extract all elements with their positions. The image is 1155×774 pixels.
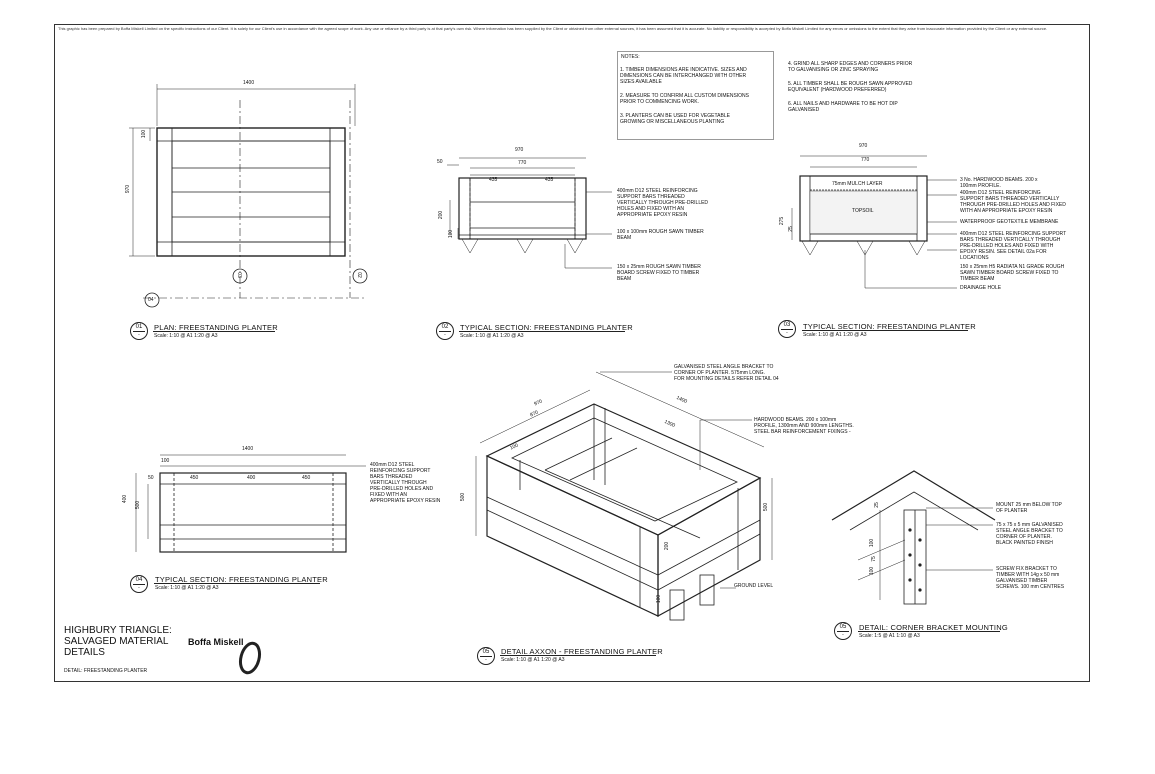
note-item: 1. TIMBER DIMENSIONS ARE INDICATIVE. SIZES AND DIMENSIONS CAN BE INTERCHANGED WITH OTHER SIZES AVAILABLE: [620, 67, 747, 85]
s04-dim-edge: 100: [161, 458, 170, 464]
axon-dim-1300: 1300: [663, 418, 676, 430]
bracket-callout: 75 x 75 x 5 mm GALVANISED STEEL ANGLE BRACKET TO CORNER OF PLANTER. BLACK PAINTED FINISH: [996, 522, 1063, 546]
s03-dim-base: 25: [787, 226, 794, 232]
s04-dim-b: 400: [247, 475, 256, 481]
s02-dim-left: 435: [489, 177, 498, 183]
axon-dim-970: 970: [533, 398, 544, 408]
s02-callout: 400mm D12 STEEL REINFORCING SUPPORT BARS THREADED VERTICALLY THROUGH PRE-DRILLED HOLES AND FIXED WITH AN APPROPRIATE EPOXY RESIN: [617, 188, 709, 218]
s02-dim-inner: 770: [518, 160, 527, 166]
detail-badge: 02 -: [436, 322, 454, 340]
s04-dim-width: 1400: [242, 446, 254, 452]
s03-callout: 150 x 25mm H5 RADIATA N1 GRADE ROUGH SAWN TIMBER BOARD SCREW FIXED TO TIMBER BEAM: [960, 264, 1065, 282]
section-mark-04: 04: [148, 297, 154, 303]
bracket-callout: MOUNT 25 mm BELOW TOP OF PLANTER: [996, 502, 1062, 514]
note-item: 4. GRIND ALL SHARP EDGES AND CORNERS PRIOR TO GALVANISING OR ZINC SPRAYING: [788, 61, 913, 73]
detail-title: TYPICAL SECTION: FREESTANDING PLANTER: [155, 575, 328, 584]
section-04: [136, 455, 366, 552]
s02-dim-offset: 50: [437, 159, 443, 165]
s04-dim-offset: 50: [148, 475, 154, 481]
axon-dim-870: 870: [529, 409, 540, 419]
s04-dim-a: 450: [190, 475, 199, 481]
axon-dim-500-right: 500: [763, 502, 770, 512]
bracket-detail: [832, 471, 995, 604]
s03-dim-height: 275: [779, 216, 786, 226]
axon-dim-500-left: 500: [460, 492, 467, 502]
bracket-callout: SCREW FIX BRACKET TO TIMBER WITH 14g x 50 mm GALVANISED TIMBER SCREWS. 100 mm CENTRES: [996, 566, 1065, 590]
s03-callout: 3 No. HARDWOOD BEAMS. 200 x 100mm PROFILE.: [960, 177, 1038, 189]
bracket-dim-100b: 100: [869, 566, 876, 576]
s03-topsoil-label: TOPSOIL: [852, 208, 874, 214]
detail-badge: 04 -: [130, 575, 148, 593]
detail-title: DETAIL AXXON - FREESTANDING PLANTER: [501, 647, 663, 656]
s03-callout: 400mm D12 STEEL REINFORCING SUPPORT BARS THREADED VERTICALLY THROUGH PRE-DRILLED HOLES AND FIXED WITH EPOXY RESIN. SEE DETAIL 02a FOR LOCATIONS: [960, 231, 1067, 261]
section-03: [792, 156, 957, 288]
s02-dim-outer: 970: [515, 147, 524, 153]
axon-dim-1400: 1400: [675, 394, 688, 406]
detail-badge: 01 -: [130, 322, 148, 340]
s04-dim-c: 450: [302, 475, 311, 481]
axon-dim-100: 100: [509, 442, 520, 452]
section-mark-03: 03: [235, 272, 242, 278]
company-name: Boffa Miskell: [188, 637, 244, 647]
note-item: 2. MEASURE TO CONFIRM ALL CUSTOM DIMENSIONS PRIOR TO COMMENCING WORK.: [620, 93, 750, 105]
notes-heading: NOTES:: [621, 54, 640, 60]
disclaimer-text: This graphic has been prepared by Boffa Miskell Limited on the specific instructions of our Client. It is solely for our Client's use in accordance with the agreed scope of work. Any use or reliance by a third party is at that party's own risk. Where information has been supplied by the Client or obtained from other external sources, it has been assumed that it is accurate. No liability or responsibility is accepted by Boffa Miskell Limited for any errors or omissions to the extent that they arise from inaccurate information provided by the Client or any external source.: [58, 26, 1048, 31]
detail-scale: Scale: 1:10 @ A1 1:20 @ A3: [460, 333, 524, 339]
bracket-dim-75: 75: [870, 556, 877, 562]
title-underline: [153, 331, 275, 332]
s04-callout: 400mm D12 STEEL REINFORCING SUPPORT BARS THREADED VERTICALLY THROUGH PRE-DRILLED HOLES AND FIXED WITH AN APPROPRIATE EPOXY RESIN: [370, 462, 441, 504]
title-underline: [802, 330, 968, 331]
s03-callout: 400mm D12 STEEL REINFORCING SUPPORT BARS THREADED VERTICALLY THROUGH PRE-DRILLED HOLES AND FIXED WITH AN APPROPRIATE EPOXY RESIN: [960, 190, 1066, 214]
s04-dim-h2: 500: [135, 500, 142, 510]
detail-badge: 05 -: [834, 622, 852, 640]
plan-dim-height: 970: [125, 184, 132, 194]
title-underline: [500, 655, 656, 656]
detail-scale: Scale: 1:5 @ A1 1:10 @ A3: [859, 633, 920, 639]
s02-dim-height: 200: [438, 210, 445, 220]
project-title: HIGHBURY TRIANGLE: SALVAGED MATERIAL DETAILS: [64, 625, 172, 658]
s02-dim-base: 100: [448, 229, 455, 239]
s03-dim-inner: 770: [861, 157, 870, 163]
s03-mulch-label: 75mm MULCH LAYER: [832, 181, 883, 187]
detail-badge: 03 -: [778, 320, 796, 338]
detail-title: PLAN: FREESTANDING PLANTER: [154, 323, 278, 332]
note-item: 3. PLANTERS CAN BE USED FOR VEGETABLE GROWING OR MISCELLANEOUS PLANTING: [620, 113, 730, 125]
bracket-dim-100: 100: [869, 538, 876, 548]
axon-ground-label: GROUND LEVEL: [734, 583, 774, 589]
axon-view: [476, 372, 772, 620]
axon-dim-ground: 100: [656, 594, 663, 604]
s04-dim-h1: 400: [122, 494, 129, 504]
title-underline: [154, 583, 320, 584]
s03-callout: WATERPROOF GEOTEXTILE MEMBRANE: [960, 219, 1059, 225]
detail-title: DETAIL: CORNER BRACKET MOUNTING: [859, 623, 1008, 632]
detail-title: TYPICAL SECTION: FREESTANDING PLANTER: [460, 323, 633, 332]
bracket-dim-25: 25: [873, 502, 880, 508]
detail-badge: 05 -: [477, 647, 495, 665]
section-02: [447, 158, 612, 268]
s03-callout: DRAINAGE HOLE: [960, 285, 1002, 291]
axon-callout: GALVANISED STEEL ANGLE BRACKET TO CORNER OF PLANTER. 575mm LONG. FOR MOUNTING DETAILS REFER DETAIL 04: [674, 364, 779, 382]
s02-callout: 150 x 25mm ROUGH SAWN TIMBER BOARD SCREW FIXED TO TIMBER BEAM: [617, 264, 701, 282]
note-item: 5. ALL TIMBER SHALL BE ROUGH SAWN APPROVED EQUIVALENT (HARDWOOD PREFERRED): [788, 81, 913, 93]
sheet-title: DETAIL: FREESTANDING PLANTER: [64, 668, 148, 674]
plan-view: [129, 84, 367, 307]
axon-callout: HARDWOOD BEAMS. 200 x 100mm PROFILE, 1300mm AND 900mm LENGTHS. STEEL BAR REINFORCEMENT FIXINGS -: [754, 417, 854, 435]
detail-scale: Scale: 1:10 @ A1 1:20 @ A3: [803, 332, 867, 338]
axon-dim-200: 200: [664, 541, 671, 551]
s02-dim-right: 435: [545, 177, 554, 183]
section-mark-02: 02: [355, 272, 362, 278]
s02-callout: 100 x 100mm ROUGH SAWN TIMBER BEAM: [617, 229, 704, 241]
note-item: 6. ALL NAILS AND HARDWARE TO BE HOT DIP GALVANISED: [788, 101, 898, 113]
plan-dim-edge: 100: [141, 129, 148, 139]
title-underline: [858, 631, 1000, 632]
detail-scale: Scale: 1:10 @ A1 1:20 @ A3: [155, 585, 219, 591]
s03-dim-outer: 970: [859, 143, 868, 149]
plan-dim-width: 1400: [243, 80, 255, 86]
detail-title: TYPICAL SECTION: FREESTANDING PLANTER: [803, 322, 976, 331]
detail-scale: Scale: 1:10 @ A1 1:20 @ A3: [154, 333, 218, 339]
title-underline: [459, 331, 625, 332]
detail-scale: Scale: 1:10 @ A1 1:20 @ A3: [501, 657, 565, 663]
